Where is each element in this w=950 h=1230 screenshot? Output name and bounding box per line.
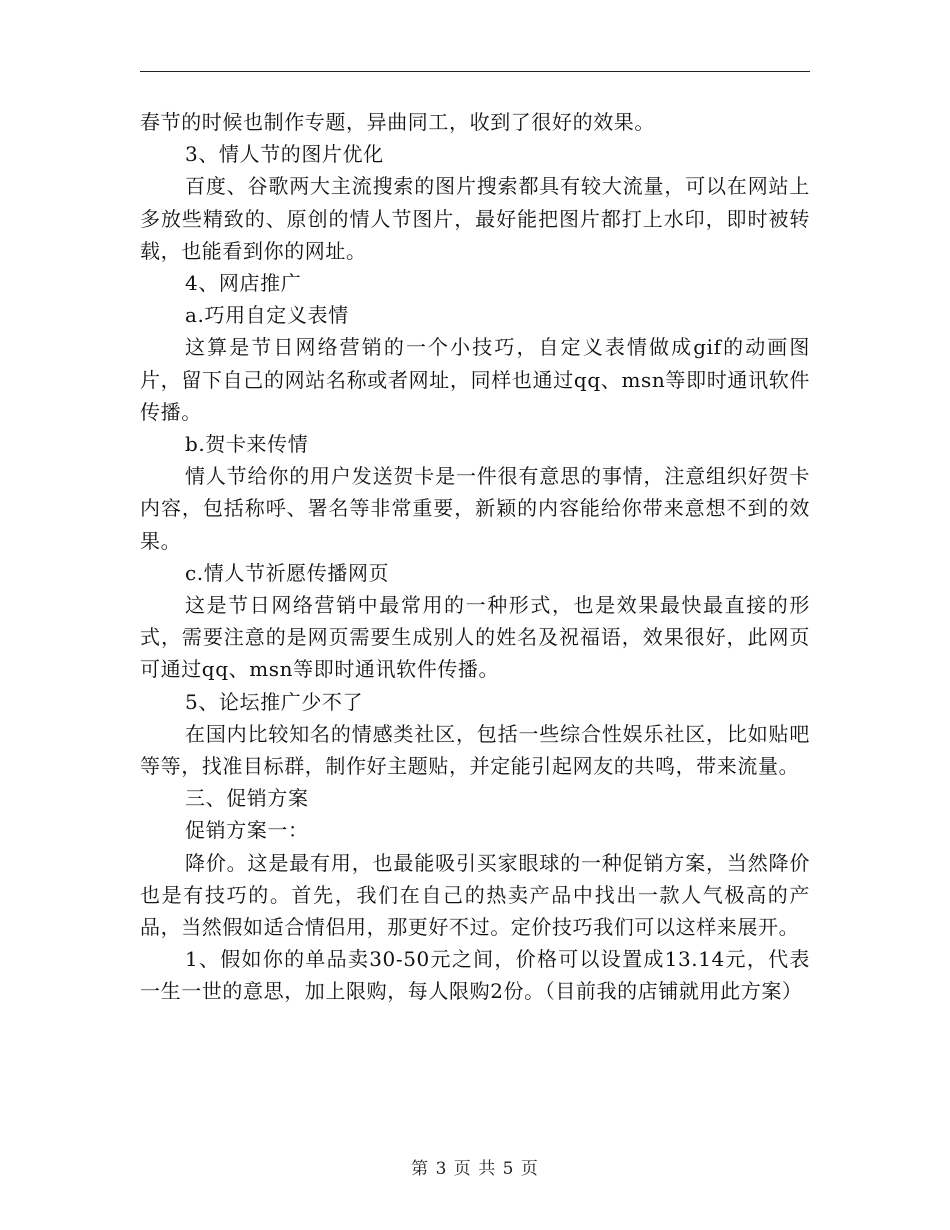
- subheading-greeting-cards: b.贺卡来传情: [185, 432, 309, 457]
- heading-promotion-plan: 三、促销方案: [185, 786, 309, 811]
- paragraph: 在国内比较知名的情感类社区，包括一些综合性娱乐社区，比如贴吧等等，找准目标群，制作好主题贴，并定能引起网友的共鸣，带来流量。: [140, 721, 810, 779]
- subheading-plan-one: 促销方案一：: [185, 818, 309, 843]
- heading-forum-promotion: 5、论坛推广少不了: [185, 689, 364, 714]
- heading-shop-promotion: 4、网店推广: [185, 271, 302, 296]
- paragraph: 情人节给你的用户发送贺卡是一件很有意思的事情，注意组织好贺卡内容，包括称呼、署名等非常重要，新颖的内容能给你带来意想不到的效果。: [140, 464, 810, 553]
- paragraph: 这算是节日网络营销的一个小技巧，自定义表情做成gif的动画图片，留下自己的网站名称或者网址，同样也通过qq、msn等即时通讯软件传播。: [140, 335, 810, 424]
- page-number: 第 3 页 共 5 页: [411, 1159, 539, 1179]
- subheading-custom-emoticons: a.巧用自定义表情: [185, 303, 349, 328]
- paragraph: 春节的时候也制作专题，异曲同工，收到了很好的效果。: [140, 110, 655, 134]
- subheading-wish-page: c.情人节祈愿传播网页: [185, 560, 390, 585]
- paragraph: 这是节日网络营销中最常用的一种形式，也是效果最快最直接的形式，需要注意的是网页需要生成别人的姓名及祝福语，效果很好，此网页可通过qq、msn等即时通讯软件传播。: [140, 593, 810, 682]
- heading-image-optimization: 3、情人节的图片优化: [185, 142, 384, 167]
- header-rule: [140, 71, 810, 72]
- document-body: [140, 106, 810, 1008]
- paragraph: 百度、谷歌两大主流搜索的图片搜索都具有较大流量，可以在网站上多放些精致的、原创的情人节图片，最好能把图片都打上水印，即时被转载，也能看到你的网址。: [140, 174, 810, 263]
- paragraph: 降价。这是最有用，也最能吸引买家眼球的一种促销方案，当然降价也是有技巧的。首先，我们在自己的热卖产品中找出一款人气极高的产品，当然假如适合情侣用，那更好不过。定价技巧我们可以这样来展开。: [140, 850, 810, 940]
- paragraph: 1、假如你的单品卖30-50元之间，价格可以设置成13.14元，代表一生一世的意思，加上限购，每人限购2份。（目前我的店铺就用此方案）: [140, 947, 810, 1004]
